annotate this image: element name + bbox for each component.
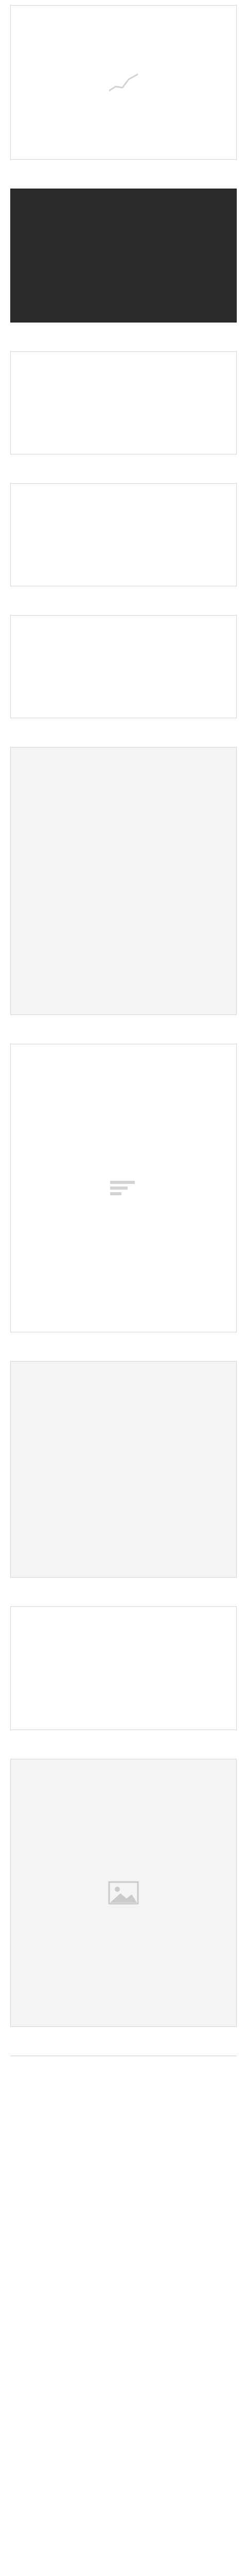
section-caption xyxy=(10,1022,237,1037)
trend-chart-panel xyxy=(10,483,237,586)
section-caption xyxy=(10,1585,237,1599)
section-caption xyxy=(10,330,237,344)
bar-chart-panel xyxy=(10,1044,237,1332)
section-caption xyxy=(10,1737,237,1752)
trend-chart-panel xyxy=(10,615,237,718)
section-caption xyxy=(10,594,237,608)
dark-table-panel xyxy=(10,189,237,323)
page-root xyxy=(5,0,242,2087)
footer xyxy=(10,2056,237,2087)
section-caption xyxy=(10,725,237,740)
trend-chart-panel xyxy=(10,1606,237,1730)
data-table-panel xyxy=(10,747,237,1015)
section-caption xyxy=(10,462,237,476)
chart-icon xyxy=(11,6,236,159)
image-icon xyxy=(11,1759,236,2026)
section-caption xyxy=(10,167,237,181)
trend-chart-panel xyxy=(10,351,237,454)
cover-image-panel xyxy=(10,1759,237,2027)
section-caption xyxy=(10,1340,237,1354)
hero-chart-panel xyxy=(10,5,237,160)
list-panel xyxy=(10,1361,237,1578)
section-caption xyxy=(10,2034,237,2048)
bar-chart-icon xyxy=(11,1044,236,1332)
